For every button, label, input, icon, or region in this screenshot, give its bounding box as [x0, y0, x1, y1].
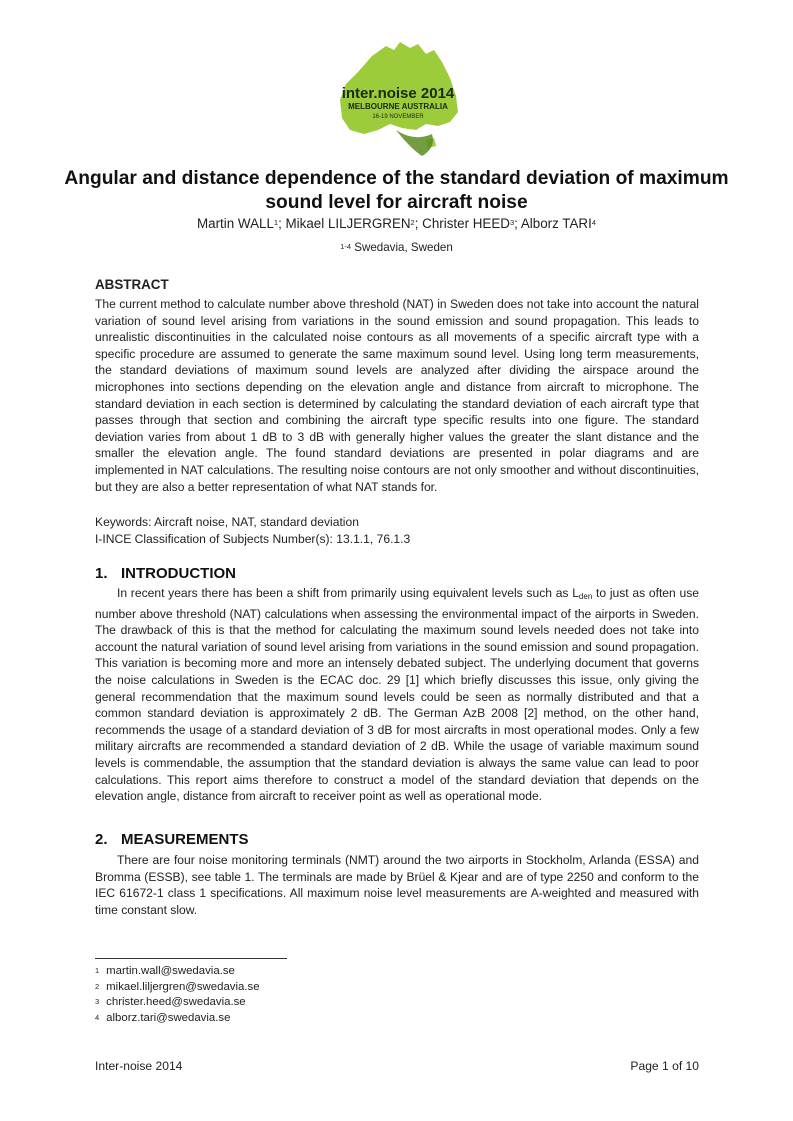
- classification: I-INCE Classification of Subjects Number(s): 13.1.1, 76.1.3: [95, 531, 411, 546]
- introduction-text: In recent years there has been a shift from primarily using equivalent levels such as $L_{den}$ to just as often use number above threshold (NAT) calculations when assessing the environmental impact of the airports in Sweden. The drawback of this is that the method for calculating the maximum sound levels needed does not take into account the natural variation of sound level arising from variations in the sound emission and sound propagation. This variation is becoming more and more an intensely debated subject. The underlying document that governs the noise calculations in Sweden is the ECAC doc. 29 [1] which briefly discusses this issue, only giving the general recommendation that the maximum sound levels could be seen as normally distributed and that a common standard deviation is approximately 2 dB. The German AzB 2008 [2] method, on the other hand, recommends the usage of a standard deviation of 3 dB for most aircrafts in most operational modes. Only a few military aircrafts are recommended a standard deviation of 2 dB. While the usage of variable maximum sound levels is commendable, the assumption that the standard deviation is always the same value can lead to poor calculations. This report aims therefore to construct a model of the standard deviation that depends on the elevation angle, distance from aircraft to receiver point as well as operational mode.: [95, 586, 699, 804]
- section-heading-introduction: 1. INTRODUCTION: [95, 565, 236, 582]
- author: Alborz TARI$^4$: [520, 216, 596, 231]
- boomerang: [396, 130, 433, 156]
- measurements-text: There are four noise monitoring terminals (NMT) around the two airports in Stockholm, Arlanda (ESSA) and Bromma (ESSB), see table 1. The terminals are made by Brüel & Kjear and are of type 2250 and conform to the IEC 61672-1 class 1 specifications. All maximum noise level measurements are A-weighted and measured with time constant slow.: [95, 853, 699, 917]
- footer-page-number: Page 1 of 10: [630, 1059, 699, 1073]
- paper-title: Angular and distance dependence of the standard deviation of maximum sound level for aircraft noise: [64, 168, 729, 213]
- australia-map-logo: [334, 38, 464, 163]
- author: Martin WALL$^1$;: [197, 216, 286, 231]
- footnote-rule: [95, 958, 287, 959]
- conference-logo: [334, 38, 464, 163]
- keywords-block: [95, 514, 410, 547]
- author: Christer HEED$^3$;: [422, 216, 521, 231]
- author: Mikael LILJERGREN$^2$;: [285, 216, 423, 231]
- logo-line1: inter.noise 2014: [341, 85, 455, 102]
- footer-conference: Inter-noise 2014: [95, 1059, 183, 1073]
- footnote: $^3$ christer.heed@swedavia.se: [95, 996, 246, 1009]
- abstract-text: The current method to calculate number above threshold (NAT) in Sweden does not take into account the natural variation of sound level arising from variations in the sound emission and sound propagation. This leads to unrealistic discontinuities in the calculated noise contours as all movements of a specific aircraft type with a specific procedure are assumed to generate the same maximum sound level. Using long term measurements, the standard deviations of maximum sound levels are analyzed after dividing the airspace around the microphones into sections depending on the elevation angle and distance from aircraft to microphone. The standard deviation in each section is determined by calculating the standard deviation of each aircraft type that passes through that section and combining the aircraft type specific results into one figure. The standard deviation varies from about 1 dB to 3 dB with generally higher values the greater the slant distance and the smaller the elevation angle. The found standard deviations are presented in polar diagrams and are implemented in NAT calculations. The resulting noise contours are not only smoother and without discontinuities, but they are also a better representation of what NAT stands for.: [95, 297, 699, 494]
- affiliation: $^{1-4}$ Swedavia, Sweden: [340, 241, 453, 254]
- logo-line3: 16-19 NOVEMBER: [372, 114, 424, 120]
- abstract-heading: ABSTRACT: [95, 277, 169, 292]
- logo-line2: MELBOURNE AUSTRALIA: [348, 102, 448, 111]
- section-heading-measurements: 2. MEASUREMENTS: [95, 831, 249, 848]
- footnote: $^1$ martin.wall@swedavia.se: [95, 965, 235, 977]
- footnotes: [95, 964, 260, 1026]
- footnote: $^2$ mikael.liljergren@swedavia.se: [95, 980, 260, 993]
- keywords: Keywords: Aircraft noise, NAT, standard deviation: [95, 515, 359, 529]
- footnote: $^4$ alborz.tari@swedavia.se: [95, 1011, 231, 1024]
- author-list: [60, 215, 733, 232]
